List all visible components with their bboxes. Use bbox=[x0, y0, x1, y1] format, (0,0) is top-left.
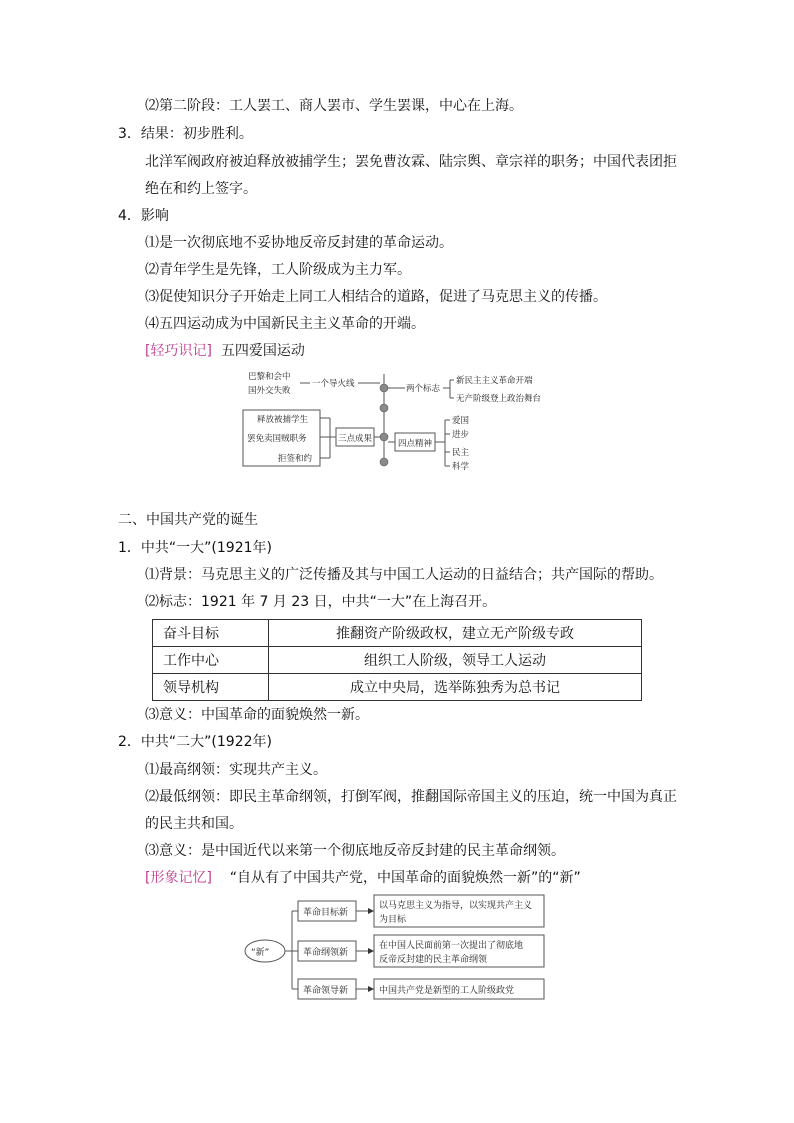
table-cell-key: 奋斗目标 bbox=[153, 620, 269, 647]
second-congress-meaning: ⑶意义：是中国近代以来第一个彻底地反帝反封建的民主革命纲领。 bbox=[145, 843, 565, 859]
first-congress-background: ⑴背景：马克思主义的广泛传播及其与中国工人运动的日益结合；共产国际的帮助。 bbox=[145, 567, 663, 583]
node-dot bbox=[380, 458, 388, 466]
table-cell-value: 推翻资产阶级政权，建立无产阶级专政 bbox=[269, 620, 642, 647]
second-congress-min-1: ⑵最低纲领：即民主革命纲领，打倒军阀，推翻国际帝国主义的压迫，统一中国为真正 bbox=[145, 789, 677, 805]
result-item: 拒签和约 bbox=[278, 454, 313, 464]
first-congress-table bbox=[152, 619, 642, 701]
first-congress-heading: 1．中共“一大”(1921年) bbox=[118, 540, 272, 556]
spirit-item: 爱国 bbox=[452, 416, 470, 426]
new-item-label: 革命纲领新 bbox=[303, 948, 349, 958]
node-dot bbox=[380, 384, 388, 392]
impact-item: ⑴是一次彻底地不妥协地反帝反封建的革命运动。 bbox=[145, 235, 453, 251]
new-item-desc: 反帝反封建的民主革命纲领 bbox=[379, 955, 488, 965]
table-row bbox=[153, 647, 642, 674]
result-body-1: 北洋军阀政府被迫释放被捕学生；罢免曹汝霖、陆宗舆、章宗祥的职务；中国代表团拒 bbox=[145, 154, 677, 170]
four-spirits-label: 四点精神 bbox=[398, 439, 433, 449]
memo-tag: [形象记忆] bbox=[145, 870, 212, 886]
node-dot bbox=[380, 404, 388, 412]
cause-text-2: 国外交失败 bbox=[248, 386, 291, 396]
second-congress-heading: 2．中共“二大”(1922年) bbox=[118, 734, 272, 750]
impact-item: ⑵青年学生是先锋，工人阶级成为主力军。 bbox=[145, 262, 411, 278]
second-congress-min-2: 的民主共和国。 bbox=[145, 816, 243, 832]
spirit-item: 进步 bbox=[452, 430, 470, 440]
memo-tag: [轻巧识记] bbox=[145, 343, 212, 359]
new-item-desc: 在中国人民面前第一次提出了彻底地 bbox=[379, 941, 524, 951]
table-cell-key: 领导机构 bbox=[153, 674, 269, 701]
impact-item: ⑶促使知识分子开始走上同工人相结合的道路，促进了马克思主义的传播。 bbox=[145, 289, 607, 305]
table-cell-value: 成立中央局，选举陈独秀为总书记 bbox=[269, 674, 642, 701]
new-diagram bbox=[240, 893, 550, 1003]
new-item-desc: 以马克思主义为指导，以实现共产主义 bbox=[379, 901, 533, 911]
new-item-desc: 中国共产党是新型的工人阶级政党 bbox=[379, 986, 515, 996]
result-body-2: 绝在和约上签字。 bbox=[145, 181, 257, 197]
table-row bbox=[153, 620, 642, 647]
mark-item: 无产阶级登上政治舞台 bbox=[456, 394, 542, 404]
impact-heading: 4．影响 bbox=[118, 208, 169, 224]
result-item: 释放被捕学生 bbox=[257, 415, 309, 425]
new-center: “新” bbox=[251, 948, 270, 958]
two-marks-label: 两个标志 bbox=[406, 384, 441, 394]
table-cell-value: 组织工人阶级，领导工人运动 bbox=[269, 647, 642, 674]
memo-line-2 bbox=[145, 868, 581, 888]
first-congress-meaning: ⑶意义：中国革命的面貌焕然一新。 bbox=[145, 707, 369, 723]
spirit-item: 科学 bbox=[452, 462, 470, 472]
second-congress-max: ⑴最高纲领：实现共产主义。 bbox=[145, 762, 327, 778]
table-cell-key: 工作中心 bbox=[153, 647, 269, 674]
first-congress-mark: ⑵标志：1921 年 7 月 23 日，中共“一大”在上海召开。 bbox=[145, 594, 497, 610]
section2-heading: 二、中国共产党的诞生 bbox=[118, 512, 258, 528]
spark-label: 一个导火线 bbox=[312, 379, 355, 389]
new-item-label: 革命领导新 bbox=[303, 986, 349, 996]
table-row bbox=[153, 674, 642, 701]
result-item: 罢免卖国贼职务 bbox=[247, 434, 307, 444]
memo-title: “自从有了中国共产党，中国革命的面貌焕然一新”的“新” bbox=[229, 870, 581, 886]
mark-item: 新民主主义革命开端 bbox=[456, 376, 533, 386]
cause-text-1: 巴黎和会中 bbox=[248, 372, 291, 382]
memo-line-1 bbox=[145, 341, 305, 361]
stage2-text: ⑵第二阶段：工人罢工、商人罢市、学生罢课，中心在上海。 bbox=[145, 98, 523, 114]
new-item-desc: 为目标 bbox=[379, 915, 407, 925]
may-fourth-diagram bbox=[240, 366, 542, 476]
three-results-label: 三点成果 bbox=[338, 434, 373, 444]
node-dot bbox=[380, 433, 388, 441]
spirit-item: 民主 bbox=[452, 448, 470, 458]
impact-item: ⑷五四运动成为中国新民主主义革命的开端。 bbox=[145, 316, 425, 332]
new-item-label: 革命目标新 bbox=[303, 908, 349, 918]
result-heading: 3．结果：初步胜利。 bbox=[118, 126, 253, 142]
memo-title: 五四爱国运动 bbox=[220, 343, 305, 359]
